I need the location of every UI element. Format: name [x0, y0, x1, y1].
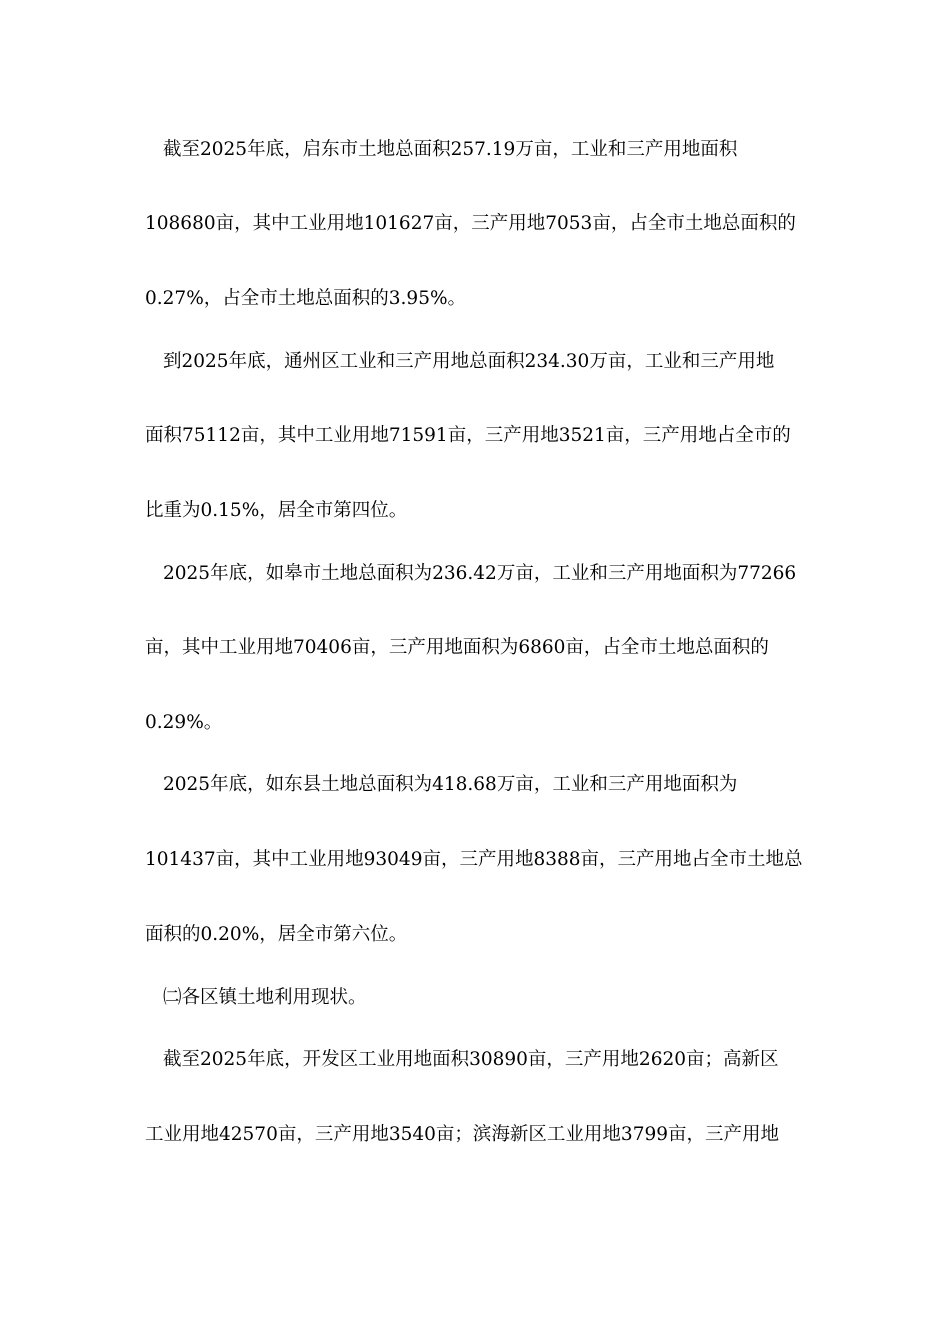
paragraph-line: 0.27%，占全市土地总面积的3.95%。 [145, 288, 467, 309]
paragraph-line: 截至2025年底，开发区工业用地面积30890亩，三产用地2620亩；高新区 [163, 1049, 779, 1070]
paragraph-line: 比重为0.15%，居全市第四位。 [145, 500, 408, 521]
paragraph-line: 亩，其中工业用地70406亩，三产用地面积为6860亩，占全市土地总面积的 [145, 637, 769, 658]
paragraph-line: 0.29%。 [145, 712, 223, 733]
paragraph-line: 工业用地42570亩，三产用地3540亩；滨海新区工业用地3799亩，三产用地 [145, 1124, 780, 1145]
paragraph-line: 2025年底，如皋市土地总面积为236.42万亩，工业和三产用地面积为77266 [163, 563, 797, 584]
paragraph-line: 面积的0.20%，居全市第六位。 [145, 924, 408, 945]
paragraph-line: 101437亩，其中工业用地93049亩，三产用地8388亩，三产用地占全市土地总 [145, 849, 803, 870]
paragraph-line: 2025年底，如东县土地总面积为418.68万亩，工业和三产用地面积为 [163, 774, 738, 795]
paragraph-line: 面积75112亩，其中工业用地71591亩，三产用地3521亩，三产用地占全市的 [145, 425, 791, 446]
section-heading: ㈡各区镇土地利用现状。 [163, 987, 367, 1008]
paragraph-line: 108680亩，其中工业用地101627亩，三产用地7053亩，占全市土地总面积的 [145, 213, 796, 234]
paragraph-line: 到2025年底，通州区工业和三产用地总面积234.30万亩，工业和三产用地 [163, 351, 775, 372]
paragraph-line: 截至2025年底，启东市土地总面积257.19万亩，工业和三产用地面积 [163, 139, 738, 160]
